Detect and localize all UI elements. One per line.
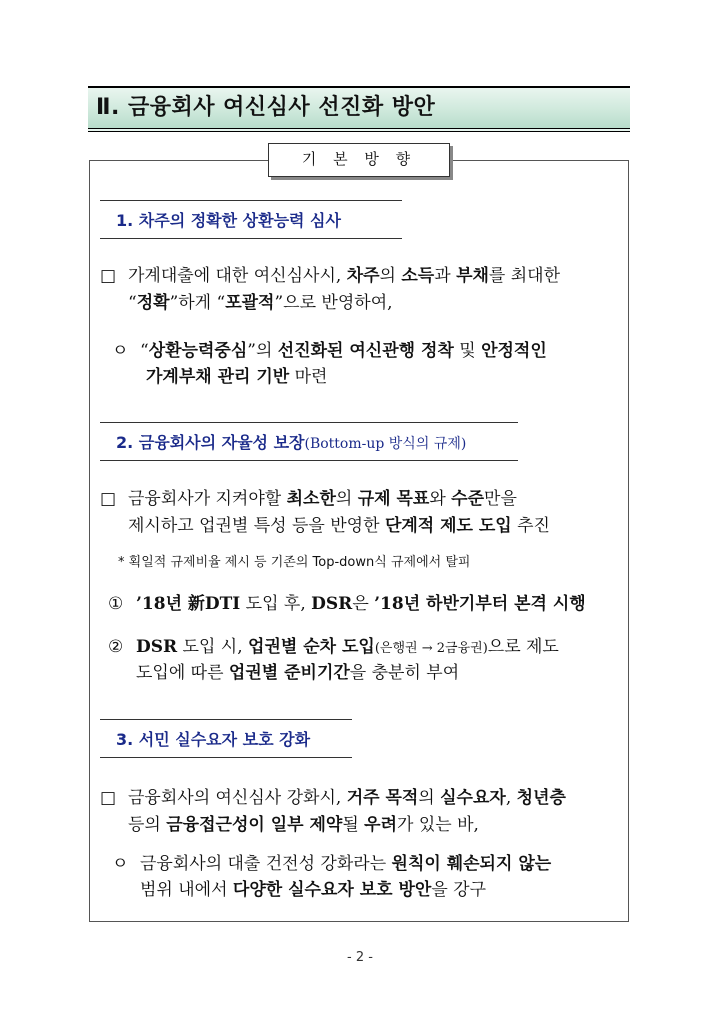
- page-title: Ⅱ. 금융회사 여신심사 선진화 방안: [96, 95, 436, 120]
- section-3-sub-line-2: 범위 내에서 다양한 실수요자 보호 방안을 강구: [140, 880, 486, 900]
- section-1-bullet-line-1: □ 가계대출에 대한 여신심사시, 차주의 소득과 부채를 최대한: [100, 266, 561, 286]
- section-2-item-2-line-1: ② DSR 도입 시, 업권별 순차 도입(은행권 → 2금융권)으로 제도: [108, 637, 559, 657]
- section-2-heading: 2. 금융회사의 자율성 보장(Bottom-up 방식의 규제): [100, 422, 518, 461]
- section-3-heading: 3. 서민 실수요자 보호 강화: [100, 719, 352, 758]
- section-1-sub-line-2: 가계부채 관리 기반 마련: [146, 367, 328, 387]
- section-3-bullet-line-2: 등의 금융접근성이 일부 제약될 우려가 있는 바,: [128, 815, 479, 835]
- section-2-item-2-line-2: 도입에 따른 업권별 준비기간을 충분히 부여: [136, 663, 460, 683]
- section-3-bullet-line-1: □ 금융회사의 여신심사 강화시, 거주 목적의 실수요자, 청년층: [100, 788, 566, 808]
- section-2-bullet-line-1: □ 금융회사가 지켜야할 최소한의 규제 목표와 수준만을: [100, 489, 517, 509]
- section-1-heading: 1. 차주의 정확한 상환능력 심사: [100, 200, 402, 239]
- basic-direction-box: 기 본 방 향: [268, 143, 450, 177]
- section-1-bullet-line-2: “정확”하게 “포괄적”으로 반영하여,: [128, 293, 393, 313]
- section-3-sub-line-1: ㅇ 금융회사의 대출 건전성 강화라는 원칙이 훼손되지 않는: [112, 854, 552, 874]
- section-1-sub-line-1: ㅇ “상환능력중심”의 선진화된 여신관행 정착 및 안정적인: [112, 341, 547, 361]
- section-2-note: * 획일적 규제비율 제시 등 기존의 Top-down식 규제에서 탈피: [118, 555, 471, 570]
- section-2-bullet-line-2: 제시하고 업권별 특성 등을 반영한 단계적 제도 도입 추진: [128, 516, 550, 536]
- page-number: - 2 -: [347, 950, 373, 965]
- section-2-item-1: ① ’18년 新DTI 도입 후, DSR은 ’18년 하반기부터 본격 시행: [108, 594, 586, 614]
